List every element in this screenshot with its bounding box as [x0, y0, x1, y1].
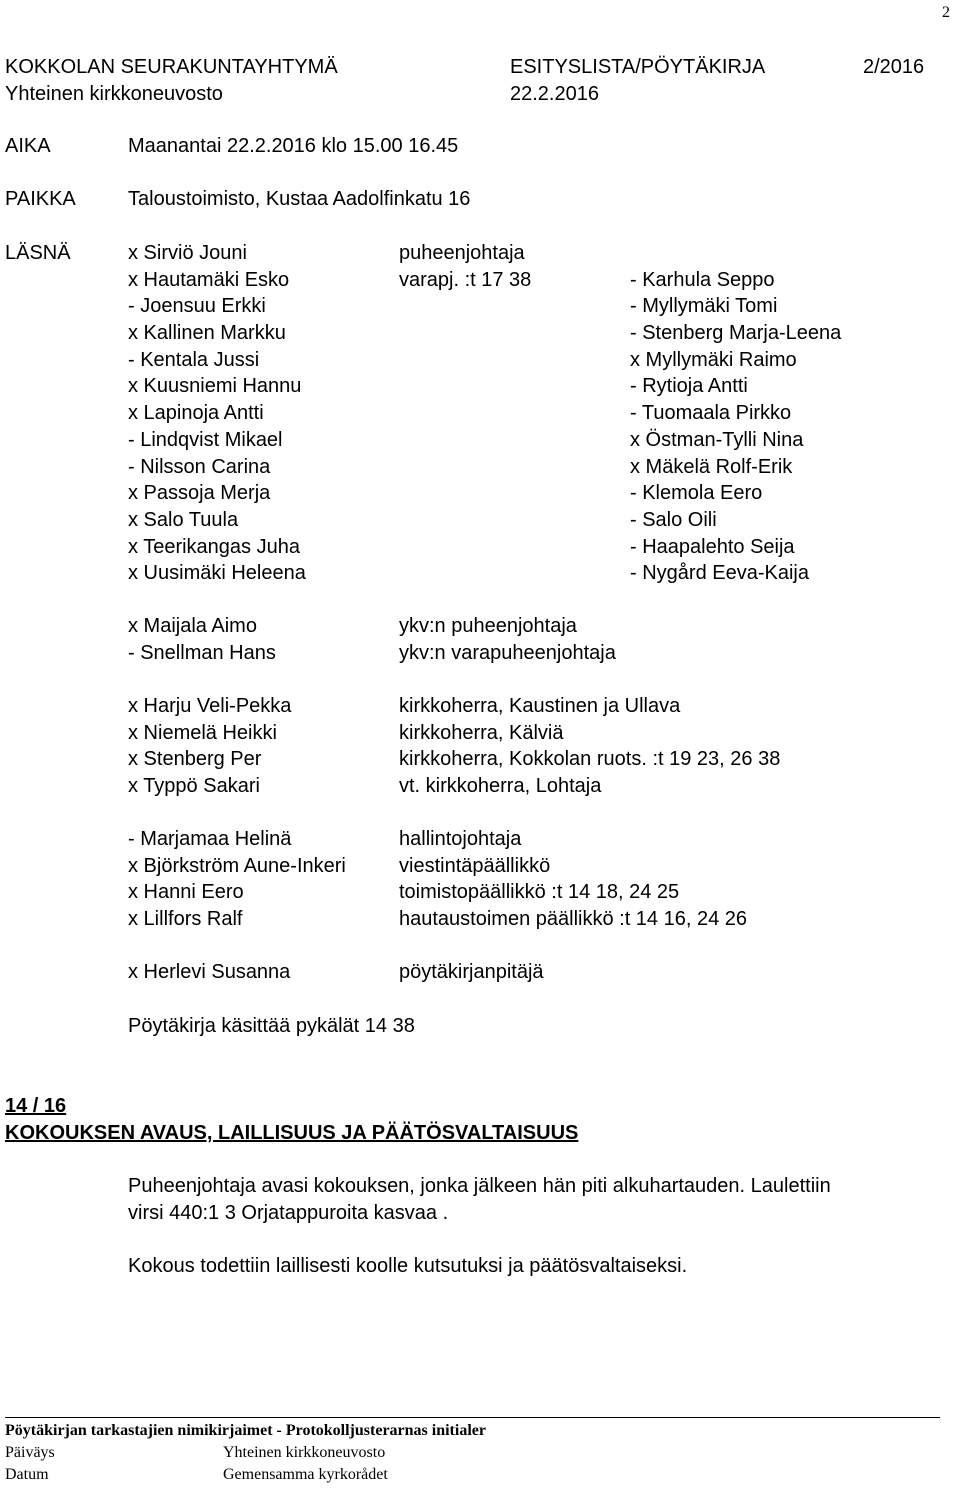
attendee-name: - Snellman Hans: [128, 641, 276, 664]
attendee-name: x Harju Veli-Pekka: [128, 695, 292, 717]
attendee-name: x Maijala Aimo: [128, 615, 257, 637]
attendee-name: x Herlevi Susanna: [128, 961, 291, 983]
attendee-deputy: - Karhula Seppo: [630, 268, 775, 291]
page-number: 2: [942, 4, 950, 21]
attendee-deputy: - Stenberg Marja-Leena: [630, 322, 842, 345]
clergy-list: [0, 693, 960, 800]
attendee-role: ykv:n puheenjohtaja: [399, 615, 577, 637]
minutes-scope: Pöytäkirja käsittää pykälät 14 38: [128, 1015, 415, 1037]
attendee-role: viestintäpäällikkö: [399, 854, 551, 877]
attendee-name: x Lillfors Ralf: [128, 908, 243, 931]
attendee-name: x Stenberg Per: [128, 748, 262, 771]
attendee-row: [0, 373, 960, 400]
attendee-role: toimistopäällikkö :t 14 18, 24 25: [399, 881, 680, 904]
footer-body-fi: Yhteinen kirkkoneuvosto: [223, 1444, 386, 1461]
attendee-row: [0, 454, 960, 481]
paikka-value: Taloustoimisto, Kustaa Aadolfinkatu 16: [128, 188, 471, 210]
attendee-name: x Niemelä Heikki: [128, 721, 277, 744]
attendee-row: [0, 347, 960, 374]
attendee-row: [0, 613, 960, 640]
attendee-row: [0, 427, 960, 454]
attendee-name: x Björkström Aune-Inkeri: [128, 854, 346, 877]
attendee-name: x Sirviö Jouni: [128, 242, 247, 264]
section-paragraph-2: Kokous todettiin laillisesti koolle kutsutuksi ja päätösvaltaiseksi.: [128, 1255, 688, 1277]
attendee-name: x Kallinen Markku: [128, 322, 286, 345]
aika-label: AIKA: [5, 135, 51, 157]
section-paragraph-1-line-2: virsi 440:1 3 Orjatappuroita kasvaa .: [128, 1202, 449, 1224]
governing-body: Yhteinen kirkkoneuvosto: [5, 83, 223, 105]
attendee-name: - Kentala Jussi: [128, 348, 260, 371]
attendee-row: [0, 560, 960, 587]
attendee-name: x Salo Tuula: [128, 508, 239, 531]
attendee-name: x Typpö Sakari: [128, 775, 260, 798]
attendee-row: [0, 480, 960, 507]
attendee-row: [0, 240, 960, 267]
attendee-name: x Lapinoja Antti: [128, 402, 264, 425]
attendee-name: x Uusimäki Heleena: [128, 562, 306, 585]
attendee-deputy: - Rytioja Antti: [630, 375, 748, 398]
attendee-row: [0, 906, 960, 933]
attendee-row: [0, 773, 960, 800]
paikka-label: PAIKKA: [5, 188, 76, 210]
attendee-role: kirkkoherra, Kälviä: [399, 721, 564, 744]
attendee-name: x Hanni Eero: [128, 881, 244, 904]
footer-rule: [5, 1417, 940, 1418]
attendee-role: pöytäkirjanpitäjä: [399, 961, 544, 983]
attendee-name: x Kuusniemi Hannu: [128, 375, 302, 398]
attendee-row: [0, 400, 960, 427]
attendee-row: [0, 507, 960, 534]
attendee-name: x Passoja Merja: [128, 482, 271, 505]
attendee-role: puheenjohtaja: [399, 242, 525, 264]
organization-name: KOKKOLAN SEURAKUNTAYHTYMÄ: [5, 56, 338, 78]
attendee-name: - Joensuu Erkki: [128, 295, 266, 318]
attendee-role: ykv:n varapuheenjohtaja: [399, 641, 616, 664]
attendee-row: [0, 293, 960, 320]
attendee-row: [0, 879, 960, 906]
attendee-role: varapj. :t 17 38: [399, 268, 532, 291]
secretary-row: [0, 959, 960, 986]
footer-initials-label: Pöytäkirjan tarkastajien nimikirjaimet - Protokolljusterarnas initialer: [5, 1422, 486, 1439]
attendee-deputy: - Tuomaala Pirkko: [630, 402, 792, 425]
meeting-date: 22.2.2016: [510, 83, 599, 105]
attendee-name: x Teerikangas Juha: [128, 535, 300, 558]
attendee-deputy: - Klemola Eero: [630, 482, 763, 505]
attendee-role: vt. kirkkoherra, Lohtaja: [399, 775, 602, 798]
attendee-row: [0, 746, 960, 773]
section-number: 14 / 16: [5, 1095, 67, 1117]
attendee-role: kirkkoherra, Kokkolan ruots. :t 19 23, 26 38: [399, 748, 781, 771]
attendee-row: [0, 853, 960, 880]
lasna-label: LÄSNÄ: [5, 242, 71, 264]
attendee-row: [0, 826, 960, 853]
attendee-row: [0, 534, 960, 561]
attendee-deputy: x Östman-Tylli Nina: [630, 428, 804, 451]
section-title: KOKOUKSEN AVAUS, LAILLISUUS JA PÄÄTÖSVALTAISUUS: [5, 1122, 579, 1144]
section-paragraph-1-line-1: Puheenjohtaja avasi kokouksen, jonka jälkeen hän piti alkuhartauden. Laulettiin: [128, 1175, 831, 1197]
document-number: 2/2016: [863, 56, 925, 78]
attendee-deputy: - Nygård Eeva-Kaija: [630, 562, 809, 585]
aika-value: Maanantai 22.2.2016 klo 15.00 16.45: [128, 135, 459, 157]
attendee-deputy: x Mäkelä Rolf-Erik: [630, 455, 793, 478]
attendee-row: [0, 693, 960, 720]
attendee-name: x Hautamäki Esko: [128, 268, 290, 291]
attendee-row: [0, 320, 960, 347]
attendee-role: hallintojohtaja: [399, 828, 522, 850]
attendee-name: - Marjamaa Helinä: [128, 828, 292, 850]
attendee-row: [0, 720, 960, 747]
document-header: [5, 54, 940, 108]
attendee-role: hautaustoimen päällikkö :t 14 16, 24 26: [399, 908, 748, 931]
document-type: ESITYSLISTA/PÖYTÄKIRJA: [510, 56, 766, 78]
footer-date-sv: Datum: [5, 1466, 49, 1483]
attendee-row: [0, 267, 960, 294]
attendee-deputy: - Salo Oili: [630, 508, 717, 531]
attendee-deputy: x Myllymäki Raimo: [630, 348, 797, 371]
attendee-deputy: - Haapalehto Seija: [630, 535, 795, 558]
ykv-list: [0, 613, 960, 666]
attendee-name: - Lindqvist Mikael: [128, 428, 283, 451]
attendee-name: - Nilsson Carina: [128, 455, 271, 478]
staff-list: [0, 826, 960, 933]
attendee-role: kirkkoherra, Kaustinen ja Ullava: [399, 695, 681, 717]
footer-body-sv: Gemensamma kyrkorådet: [223, 1466, 388, 1483]
page-footer: [5, 1417, 940, 1486]
attendee-row: [0, 959, 960, 986]
attendee-deputy: - Myllymäki Tomi: [630, 295, 778, 318]
attendee-row: [0, 640, 960, 667]
footer-date-fi: Päiväys: [5, 1444, 55, 1461]
attendee-list: [0, 240, 960, 587]
